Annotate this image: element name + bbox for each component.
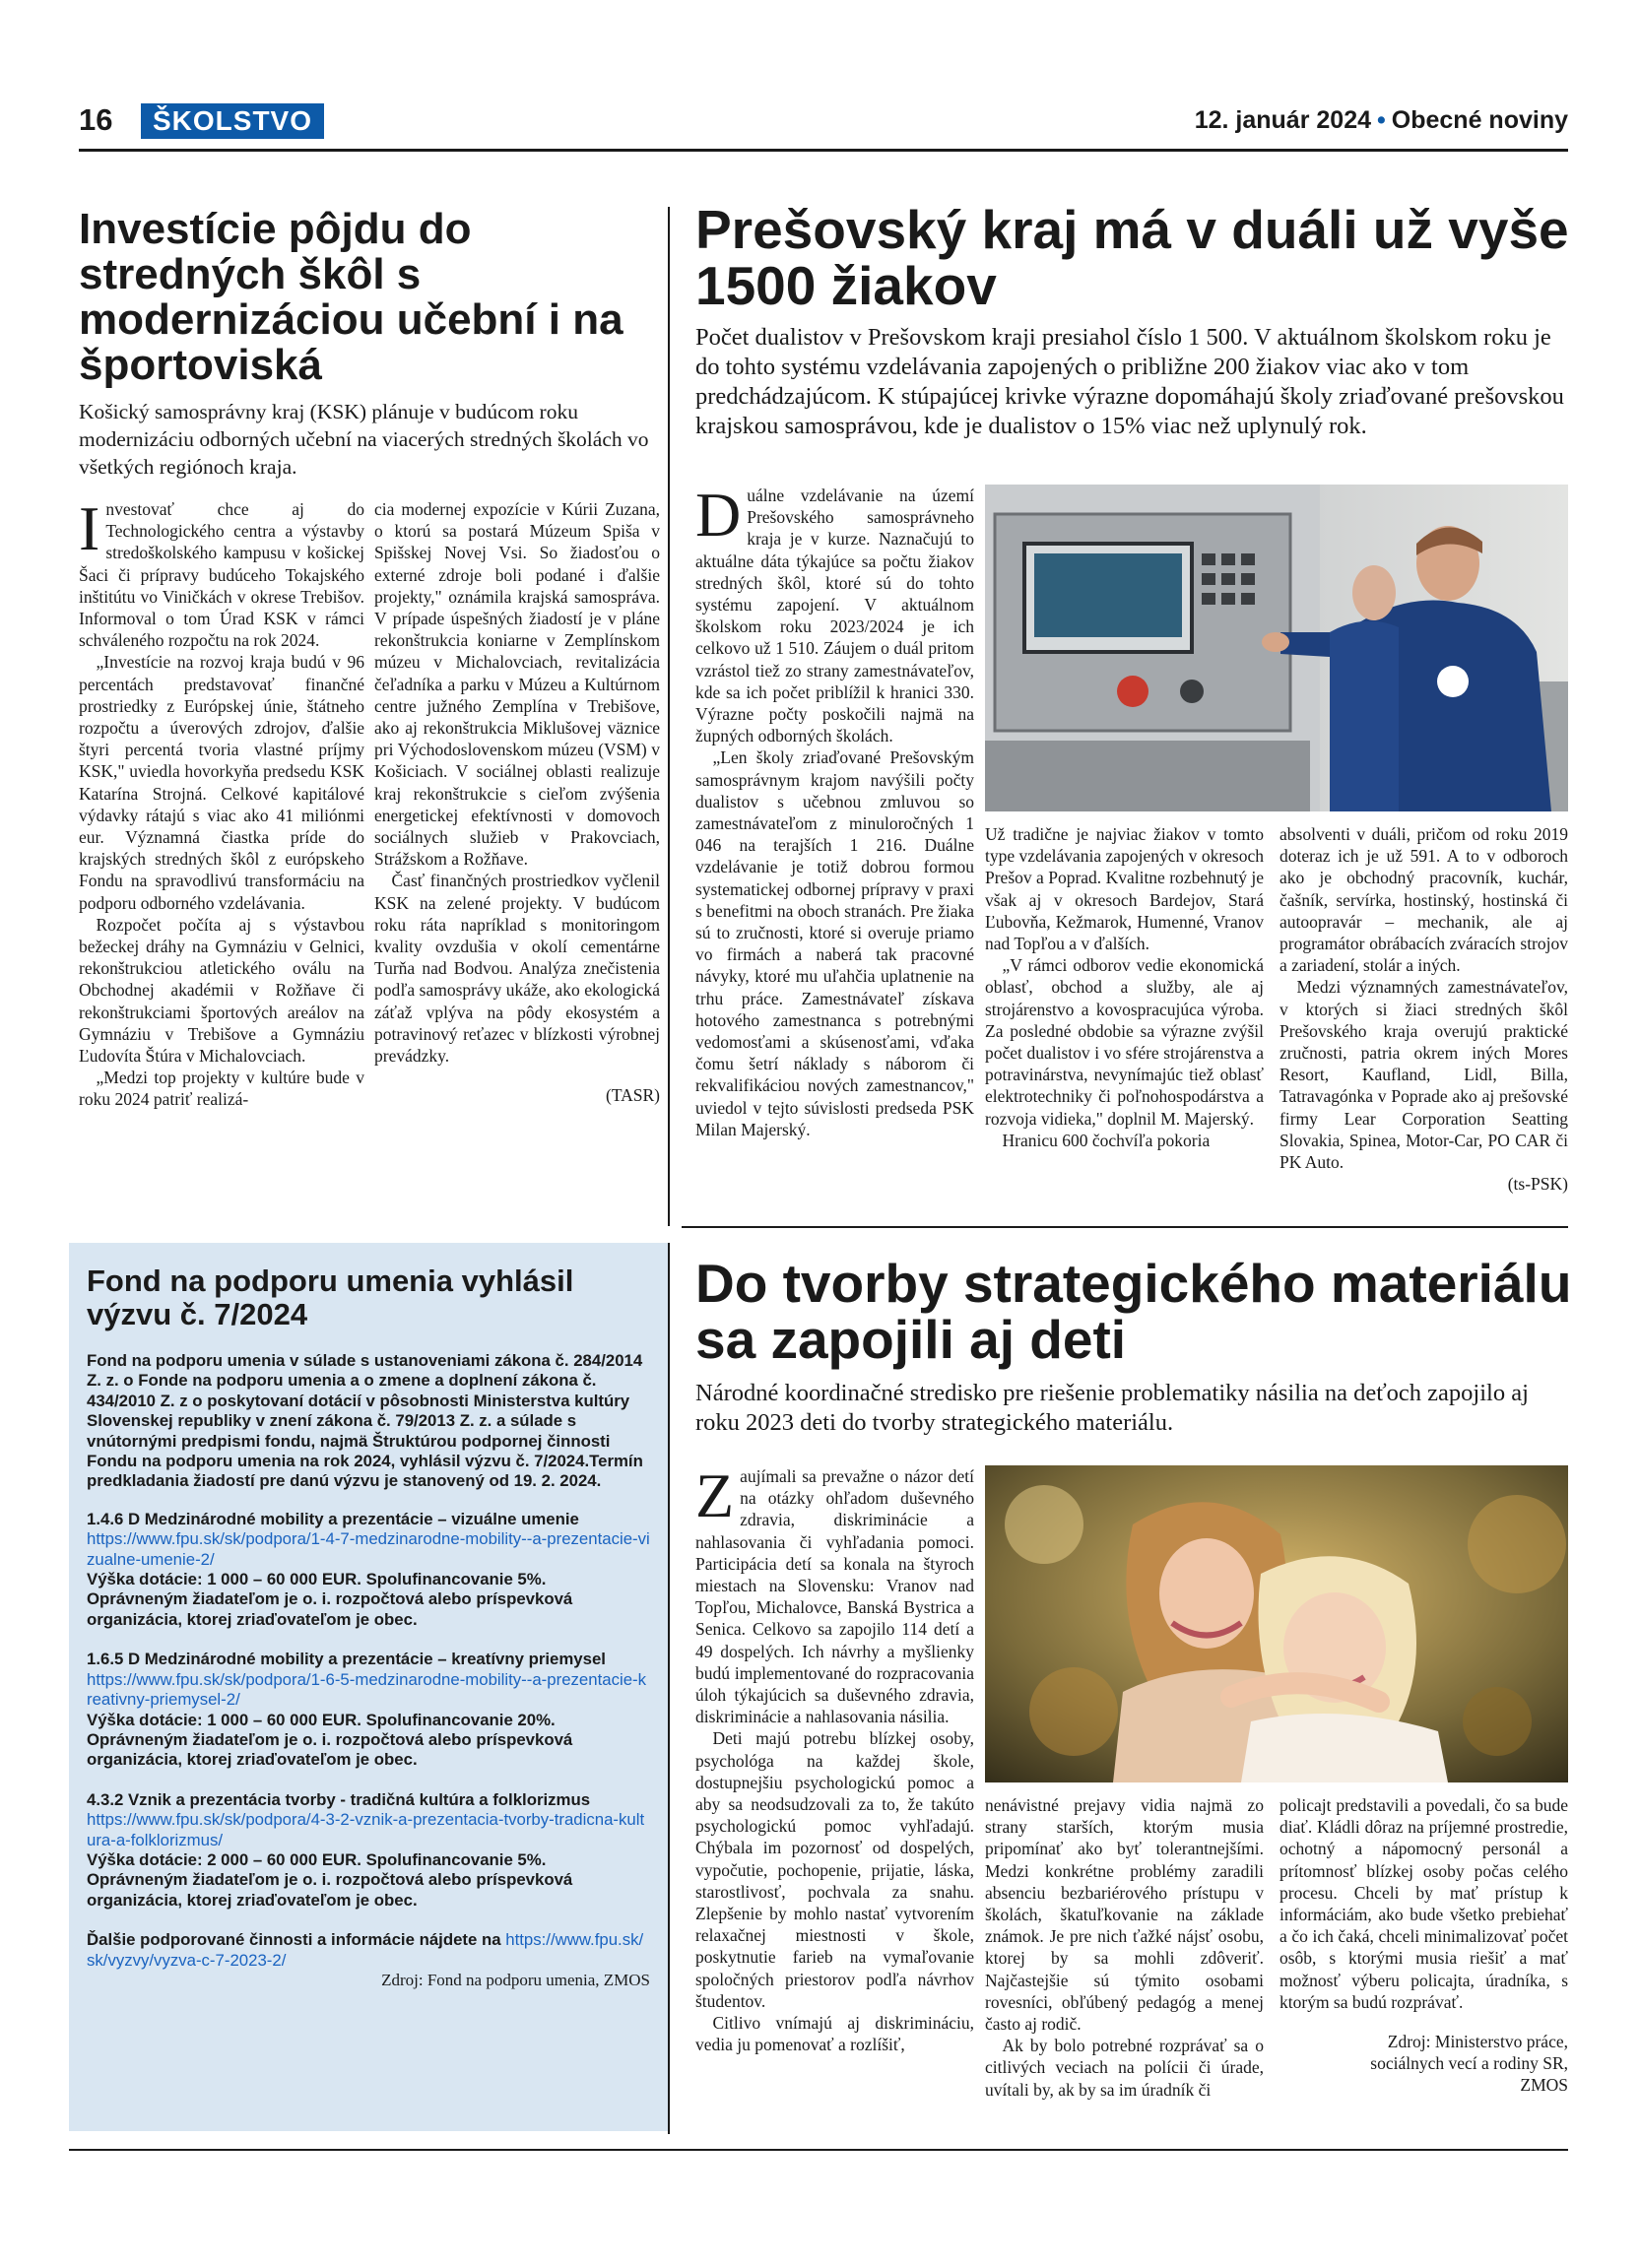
headline-right: Prešovský kraj má v duáli už vyše 1500 žiakov: [695, 199, 1569, 316]
publication-name: Obecné noviny: [1391, 106, 1568, 134]
article-bottom-col2: [985, 1794, 1264, 2101]
issue-info: [1195, 106, 1568, 135]
paragraph: nvestovať chce aj do Technologického centra a výstavby stredoškolského kampusu v košickej Šaci či prípravy budúceho Tokajského inštitútu vo Viničkách v okrese Trebišov. Informoval o tom Úrad KSK v rámci schváleného rozpočtu na rok 2024.: [79, 499, 364, 651]
lead-right: Počet dualistov v Prešovskom kraji presiahol číslo 1 500. V aktuálnom školskom roku je do tohto systému vzdelávania zapojených o približne 200 žiakov viac ako v tom predchádzajúcom. K stúpajúcej krivke výrazne dopomáhajú školy zriaďované prešovskou krajskou samosprávou, kde je dualistov o 15% viac než uplynulý rok.: [695, 324, 1564, 439]
separator-dot: •: [1377, 106, 1386, 134]
paragraph: Deti majú potrebu blízkej osoby, psychológa na každej škole, dostupnejšiu psychologickú pomoc a aby sa neodsudzovali za to, že takúto psychologickú pomoc vyhľadajú. Chýbala im pozornosť od dospelých, vypočutie, pochopenie, prijatie, láska, starostlivosť, pochvala za snahu. Zlepšenie by mohlo nastať vytvorením relaxačnej miestnosti v škole, poskytnutie farieb na vymaľovanie spoločných priestorov podľa návrhov študentov.: [695, 1728, 974, 2011]
box-item-name: 1.4.6 D Medzinárodné mobility a prezentácie – vizuálne umenie: [87, 1509, 579, 1528]
headline-left: Investície pôjdu do stredných škôl s modernizáciou učební i na športoviská: [79, 205, 623, 389]
box-title: Fond na podporu umenia vyhlásil výzvu č. 7/2024: [87, 1264, 574, 1331]
paragraph: „Investície na rozvoj kraja budú v 96 percentách predstavovať finančné prostriedky z Európskej únie, štátneho rozpočtu a úverových zdrojov, ďalšie štyri percentá tvoria vlastné príjmy KSK," uviedla hovorkyňa predsedu KSK Katarína Strojná. Celkové kapitálové výdavky rátajú s viac ako 41 miliónmi eur. Významná čiastka príde do krajských stredných škôl z európskeho Fondu na spravodlivú transformáciu na podporu odborného vzdelávania.: [79, 652, 364, 913]
page-number: 16: [79, 102, 113, 137]
paragraph: Medzi významných zamestnávateľov, v ktorých si žiaci stredných škôl Prešovského kraja overujú praktické zručnosti, patria okrem iných Mores Resort, Kaufland, Lidl, Billa, Tatravagónka v Poprade ako aj prešovské firmy Lear Corporation Seatting Slovakia, Spinea, Motor-Car, PO CAR či PK Auto.: [1279, 977, 1568, 1173]
paragraph: „Medzi top projekty v kultúre bude v roku 2024 patriť realizá-: [79, 1068, 364, 1110]
photo-hugging-children: [985, 1465, 1568, 1782]
lead-bottom: Národné koordinačné stredisko pre riešenie problematiky násilia na deťoch zapojilo aj roku 2023 deti do tvorby strategického materiálu.: [695, 1380, 1529, 1436]
paragraph: Ak by bolo potrebné rozprávať sa o citlivých veciach na polícii či úrade, uvítali by, ak by sa im úradník či: [985, 2036, 1264, 2100]
paragraph: nenávistné prejavy vidia najmä zo strany starších, ktorým musia pripomínať ako byť tolerantnejšími. Medzi konkrétne problémy zaradili absenciu bezbariérového prístupu v školách, škatuľkovanie na základe známok. Je pre nich ťažké nájsť osobu, ktorej by sa mohli zdôveriť. Najčastejšie sú týmito osobami rovesníci, obľúbený pedagóg a menej často aj rodič.: [985, 1795, 1264, 2035]
paragraph: Už tradične je najviac žiakov v tomto type vzdelávania zapojených v okresoch Prešov a Poprad. Kvalitne rozbehnutý je však aj v okresoch Bardejov, Stará Ľubovňa, Kežmarok, Humenné, Vranov nad Topľou a v ďalších.: [985, 824, 1264, 954]
box-item-name: 4.3.2 Vznik a prezentácia tvorby - tradičná kultúra a folklorizmus: [87, 1789, 591, 1809]
article-right-col3: [1279, 823, 1568, 1195]
box-item-eligible: Oprávneným žiadateľom je o. i. rozpočtová alebo príspevková organizácia, ktorej zriaďovateľom je obec.: [87, 1729, 573, 1770]
box-item: [87, 1650, 650, 1770]
headline-bottom: Do tvorby strategického materiálu sa zapojili aj deti: [695, 1253, 1572, 1370]
paragraph: „V rámci odborov vedie ekonomická oblasť, obchod a služby, ale aj strojárenstvo a kovospracujúca výroba. Za posledné obdobie sa výrazne zvýšil počet dualistov i vo sfére strojárenstva a potravinárstva, nevynímajúc tiež oblasť elektrotechniky či poľnohospodárstva a rozvoja vidieka," doplnil M. Majerský.: [985, 955, 1264, 1129]
box-item-grant: Výška dotácie: 1 000 – 60 000 EUR. Spolufinancovanie 5%.: [87, 1570, 547, 1589]
box-item-grant: Výška dotácie: 1 000 – 60 000 EUR. Spolufinancovanie 20%.: [87, 1710, 556, 1729]
box-item-link[interactable]: https://www.fpu.sk/sk/podpora/4-3-2-vznik-a-prezentacia-tvorby-tradicna-kultura-a-folklorizmus/: [87, 1810, 645, 1849]
section-rule: [682, 1226, 1568, 1228]
box-item-eligible: Oprávneným žiadateľom je o. i. rozpočtová alebo príspevková organizácia, ktorej zriaďovateľom je obec.: [87, 1589, 573, 1629]
photo-students-cnc: [985, 485, 1568, 811]
footer-rule: [69, 2149, 1568, 2151]
photo-illustration: [985, 1465, 1568, 1782]
lead-left: Košický samosprávny kraj (KSK) plánuje v budúcom roku modernizáciu odborných učební na viacerých stredných školách vo všetkých regiónoch kraja.: [79, 400, 649, 479]
paragraph: policajt predstavili a povedali, čo sa bude diať. Kládli dôraz na príjemné prostredie, ochotný a nápomocný personál a prítomnosť blízkej osoby počas celého procesu. Chceli by mať prístup k informáciám, ako bude všetko prebiehať a čo ich čaká, chceli minimalizovať počet osôb, s ktorými musia riešiť a mať možnosť výberu policajta, úradníka, s ktorým sa budú rozprávať.: [1279, 1795, 1568, 2012]
dropcap: Z: [695, 1460, 735, 1530]
paragraph: Citlivo vnímajú aj diskrimináciu, vedia ju pomenovať a rozlíšiť,: [695, 2013, 974, 2055]
box-more-text: Ďalšie podporované činnosti a informácie nájdete na: [87, 1930, 501, 1950]
dropcap: D: [695, 480, 742, 550]
paragraph: Hranicu 600 čochvíľa pokoria: [1002, 1130, 1211, 1150]
credit: (ts-PSK): [1507, 1174, 1568, 1195]
paragraph: absolventi v duáli, pričom od roku 2019 doteraz ich je už 591. A to v odboroch ako je obchodný pracovník, kuchár, čašník, servírka, hostinský, hostinská či autoopravár – mechanik, ale aj programátor obrábacích zváracích strojov a zariadení, stolár a iných.: [1279, 824, 1568, 976]
box-intro: Fond na podporu umenia v súlade s ustanoveniami zákona č. 284/2014 Z. z. o Fonde na podporu umenia a o zmene a doplnení zákona č. 434/2010 Z. z o poskytovaní dotácií v pôsobnosti Ministerstva kultúry Slovenskej republiky v znení zákona č. 79/2013 Z. z. a súlade s vnútornými predpismi fondu, najmä Štruktúrou podpornej činnosti Fondu na podporu umenia na rok 2024, vyhlásil výzvu č. 7/2024.Termín predkladania žiadostí pre danú výzvu je stanovený od 19. 2. 2024.: [87, 1351, 643, 1491]
paragraph: „Len školy zriaďované Prešovským samosprávnym krajom navýšili počty dualistov s učebnou zmluvou so zamestnávateľom z minuloročných 1 046 na terajších 1 216. Duálne vzdelávanie je totiž dobrou formou systematickej odbornej prípravy v praxi s benefitmi na oboch stranách. Pre žiaka sú to zručnosti, ktoré si overuje priamo vo firmách a naberá tak pracovné návyky, ktoré mu uľahčia uplatnenie na trhu práce. Zamestnávateľ získava hotového zamestnanca s potrebnými vedomosťami a skúsenosťami, vďaka čomu šetrí náklady s náborom či rekvalifikáciou nových zamestnancov," uviedol v tejto súvislosti predseda PSK Milan Majerský.: [695, 747, 974, 1139]
credit: (TASR): [606, 1085, 660, 1106]
paragraph: Rozpočet počíta aj s výstavbou bežeckej dráhy na Gymnáziu v Gelnici, rekonštrukciou atletického oválu na Obchodnej akadémii v Rožňave či rekonštrukciami športových areálov na Gymnáziu v Trebišove a Gymnáziu Ľudovíta Štúra v Michalovciach.: [79, 914, 364, 1067]
box-item: [87, 1510, 650, 1630]
box-item-link[interactable]: https://www.fpu.sk/sk/podpora/1-6-5-medzinarodne-mobility--a-prezentacie-kreativny-priemysel-2/: [87, 1669, 647, 1710]
box-item-name: 1.6.5 D Medzinárodné mobility a prezentácie – kreatívny priemysel: [87, 1650, 606, 1669]
paragraph: Časť finančných prostriedkov vyčlenil KSK na zelené projekty. V budúcom roku ráta napríklad s monitoringom kvality ovzdušia v okolí cementárne Turňa nad Bodvou. Analýza znečistenia podľa samosprávy ukáže, ako ekologická záťaž vplýva na pôdy ekosystém a potravinový reťazec v blízkosti výrobnej prevádzky.: [374, 871, 660, 1067]
photo-illustration: [985, 485, 1568, 811]
box-source: Zdroj: Fond na podporu umenia, ZMOS: [381, 1970, 650, 1989]
article-bottom-col3: [1279, 1794, 1568, 2097]
article-right-col2: [985, 823, 1264, 1151]
box-more: [87, 1930, 650, 1971]
box-item-link[interactable]: https://www.fpu.sk/sk/podpora/1-4-7-medzinarodne-mobility--a-prezentacie-vizualne-umenie-2/: [87, 1529, 650, 1569]
section-label: ŠKOLSTVO: [141, 103, 324, 139]
box-more-link[interactable]: https://www.fpu.sk/sk/vyzvy/vyzva-c-7-2023-2/: [87, 1930, 644, 1970]
issue-date: 12. január 2024: [1194, 106, 1372, 134]
box-item: [87, 1790, 650, 1911]
article-left-col1: [79, 493, 364, 1111]
article-right-col1: [695, 480, 974, 1140]
info-box-fpu: [69, 1243, 668, 2131]
article-left-col2: [374, 498, 660, 1106]
article-bottom-col1: [695, 1460, 974, 2055]
column-separator-lower: [668, 1243, 670, 2134]
box-item-eligible: Oprávneným žiadateľom je o. i. rozpočtová alebo príspevková organizácia, ktorej zriaďovateľom je obec.: [87, 1870, 573, 1910]
source: Zdroj: Ministerstvo práce, sociálnych vecí a rodiny SR, ZMOS: [1370, 2032, 1568, 2096]
paragraph: aujímali sa prevažne o názor detí na otázky ohľadom duševného zdravia, diskriminácie a nahlasovania či vyhľadania pomoci. Participácia detí sa konala na štyroch miestach na Slovensku: Vranov nad Topľou, Michalovce, Banská Bystrica a Senica. Celkovo sa zapojilo 114 detí a 49 dospelých. Ich návrhy a myšlienky budú implementované do rozpracovania úloh týkajúcich sa duševného zdravia, diskriminácie a nahlasovania násilia.: [695, 1466, 974, 1727]
header-rule: [79, 149, 1568, 152]
paragraph: uálne vzdelávanie na území Prešovského samosprávneho kraja je v kurze. Naznačujú to aktuálne dáta týkajúce sa počtu žiakov stredných škôl, ktoré sú do tohto systému zapojení. V aktuálnom školskom roku 2023/2024 je ich celkovo už 1 510. Záujem o duál pritom vzrástol tiež zo strany zamestnávateľov, kde sa ich počet priblížil k hranici 330. Výrazne počty poskočili najmä na župných odborných školách.: [695, 486, 974, 746]
dropcap: I: [79, 493, 100, 563]
paragraph: cia modernej expozície v Kúrii Zuzana, o ktorú sa postará Múzeum Spiša v Spišskej Novej Vsi. So žiadosťou o externé zdroje boli podané i ďalšie projekty," oznámila krajská samospráva. V prípade úspešných žiadostí je v pláne rekonštrukcia koniarne v Zemplínskom múzeu v Michalovciach, revitalizácia čeľadníka a parku v Múzeu a Kultúrnom centre južného Zemplína v Trebišove, ako aj rekonštrukcia Miklušovej väznice pri Východoslovenskom múzeu (VSM) v Košiciach. V sociálnej oblasti realizuje kraj rekonštrukcie s cieľom zvýšenia energetickej efektívnosti v domovoch sociálnych služieb v Prakovciach, Strážskom a Rožňave.: [374, 499, 660, 870]
box-item-grant: Výška dotácie: 2 000 – 60 000 EUR. Spolufinancovanie 5%.: [87, 1849, 547, 1869]
